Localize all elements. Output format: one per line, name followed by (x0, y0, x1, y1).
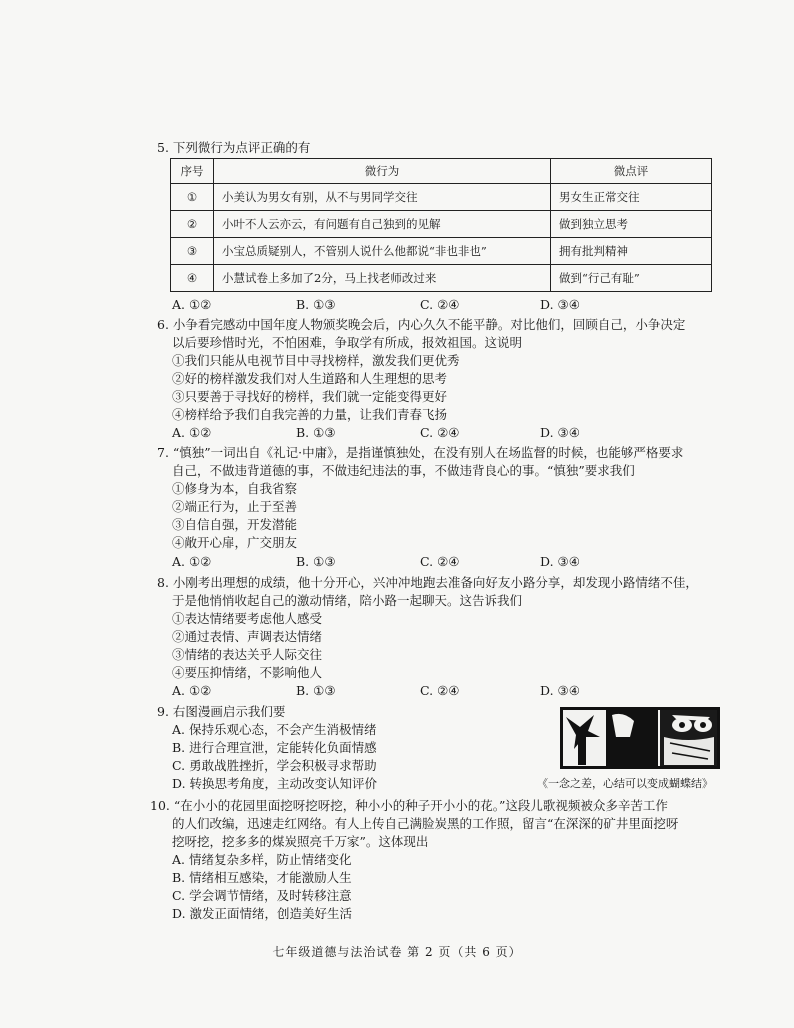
option-b[interactable]: B. ①③ (296, 297, 336, 312)
table-row (171, 184, 712, 211)
table-cell: ④ (171, 265, 214, 292)
option-c[interactable]: C. ②④ (420, 425, 460, 440)
cartoon-caption: 《一念之差，心结可以变成蝴蝶结》 (537, 777, 713, 790)
table-cell: ① (171, 184, 214, 211)
question-5-options (172, 296, 732, 313)
question-7-options (172, 553, 732, 570)
table-cell: 小叶不人云亦云，有问题有自己独到的见解 (214, 211, 551, 238)
question-6-item-3: ③只要善于寻找好的榜样，我们就一定能变得更好 (172, 389, 448, 404)
table-cell: 拥有批判精神 (551, 238, 712, 265)
option-b[interactable]: B. ①③ (296, 683, 336, 698)
question-7-item-1: ①修身为本，自我省察 (172, 481, 298, 496)
option-a[interactable]: A. 保持乐观心态，不会产生消极情绪 (172, 722, 377, 737)
option-d[interactable]: D. ③④ (540, 297, 580, 312)
option-b[interactable]: B. ①③ (296, 554, 336, 569)
question-9-stem: 9. 右图漫画启示我们要 (157, 704, 286, 719)
table-header: 序号 (171, 159, 214, 184)
option-b[interactable]: B. ①③ (296, 425, 336, 440)
option-a[interactable]: A. 情绪复杂多样，防止情绪变化 (172, 852, 352, 867)
option-c[interactable]: C. ②④ (420, 554, 460, 569)
question-7-line-1: 7. “慎独”一词出自《礼记·中庸》，是指谨慎独处，在没有别人在场监督的时候，也能够严格要求 (157, 445, 684, 460)
option-a[interactable]: A. ①② (172, 297, 212, 312)
option-c[interactable]: C. ②④ (420, 683, 460, 698)
question-10-line-2: 的人们改编，迅速走红网络。有人上传自己满脸炭黑的工作照，留言“在深深的矿井里面挖呀 (172, 816, 679, 831)
option-d[interactable]: D. ③④ (540, 554, 580, 569)
option-a[interactable]: A. ①② (172, 554, 212, 569)
question-6-item-1: ①我们只能从电视节目中寻找榜样，激发我们更优秀 (172, 353, 460, 368)
table-cell: 男女生正常交往 (551, 184, 712, 211)
question-6-item-4: ④榜样给予我们自我完善的力量，让我们青春飞扬 (172, 407, 448, 422)
question-8-item-2: ②通过表情、声调表达情绪 (172, 629, 323, 644)
question-8-line-1: 8. 小刚考出理想的成绩，他十分开心，兴冲冲地跑去准备向好友小路分享，却发现小路情绪不佳， (157, 575, 698, 590)
option-a[interactable]: A. ①② (172, 425, 212, 440)
option-d[interactable]: D. ③④ (540, 683, 580, 698)
question-10-line-1: 10. “在小小的花园里面挖呀挖呀挖，种小小的种子开小小的花。”这段儿歌视频被众多辛苦工作 (150, 798, 668, 813)
table-header: 微点评 (551, 159, 712, 184)
option-b[interactable]: B. 情绪相互感染，才能激励人生 (172, 870, 352, 885)
option-c[interactable]: C. ②④ (420, 297, 460, 312)
option-b[interactable]: B. 进行合理宣泄，定能转化负面情感 (172, 740, 377, 755)
question-8-item-3: ③情绪的表达关乎人际交往 (172, 647, 323, 662)
table-cell: 小美认为男女有别，从不与男同学交往 (214, 184, 551, 211)
table-row (171, 211, 712, 238)
question-7-item-2: ②端正行为，止于至善 (172, 499, 298, 514)
question-6-line-2: 以后要珍惜时光，不怕困难，争取学有所成，报效祖国。这说明 (172, 335, 523, 350)
question-7-line-2: 自己，不做违背道德的事，不做违纪违法的事，不做违背良心的事。“慎独”要求我们 (172, 463, 635, 478)
table-cell: ③ (171, 238, 214, 265)
question-8-options (172, 682, 732, 699)
table-row (171, 265, 712, 292)
question-6-options (172, 424, 732, 441)
question-6-line-1: 6. 小争看完感动中国年度人物颁奖晚会后，内心久久不能平静。对比他们，回顾自己，小争决定 (157, 317, 686, 332)
option-c[interactable]: C. 学会调节情绪，及时转移注意 (172, 888, 352, 903)
table-cell: 做到独立思考 (551, 211, 712, 238)
table-cell: ② (171, 211, 214, 238)
table-header-row (171, 159, 712, 184)
table-cell: 小宝总质疑别人，不管别人说什么他都说“非也非也” (214, 238, 551, 265)
table-header: 微行为 (214, 159, 551, 184)
question-5-stem: 5. 下列微行为点评正确的有 (157, 140, 311, 155)
option-d[interactable]: D. 激发正面情绪，创造美好生活 (172, 906, 353, 921)
page-footer: 七年级道德与法治试卷 第 2 页（共 6 页） (272, 945, 522, 959)
cartoon-image (560, 707, 720, 769)
table-cell: 做到“行己有耻” (551, 265, 712, 292)
option-d[interactable]: D. ③④ (540, 425, 580, 440)
table-cell: 小慧试卷上多加了2分，马上找老师改过来 (214, 265, 551, 292)
option-d[interactable]: D. 转换思考角度，主动改变认知评价 (172, 776, 378, 791)
question-8-item-1: ①表达情绪要考虑他人感受 (172, 611, 323, 626)
option-c[interactable]: C. 勇敢战胜挫折，学会积极寻求帮助 (172, 758, 377, 773)
table-row (171, 238, 712, 265)
question-8-item-4: ④要压抑情绪，不影响他人 (172, 665, 323, 680)
question-6-item-2: ②好的榜样激发我们对人生道路和人生理想的思考 (172, 371, 448, 386)
question-7-item-4: ④敞开心扉，广交朋友 (172, 535, 298, 550)
question-7-item-3: ③自信自强，开发潜能 (172, 517, 298, 532)
question-10-line-3: 挖呀挖，挖多多的煤炭照亮千万家”。这体现出 (172, 834, 429, 849)
question-5-table (170, 158, 712, 292)
option-a[interactable]: A. ①② (172, 683, 212, 698)
question-8-line-2: 于是他悄悄收起自己的激动情绪，陪小路一起聊天。这告诉我们 (172, 593, 523, 608)
